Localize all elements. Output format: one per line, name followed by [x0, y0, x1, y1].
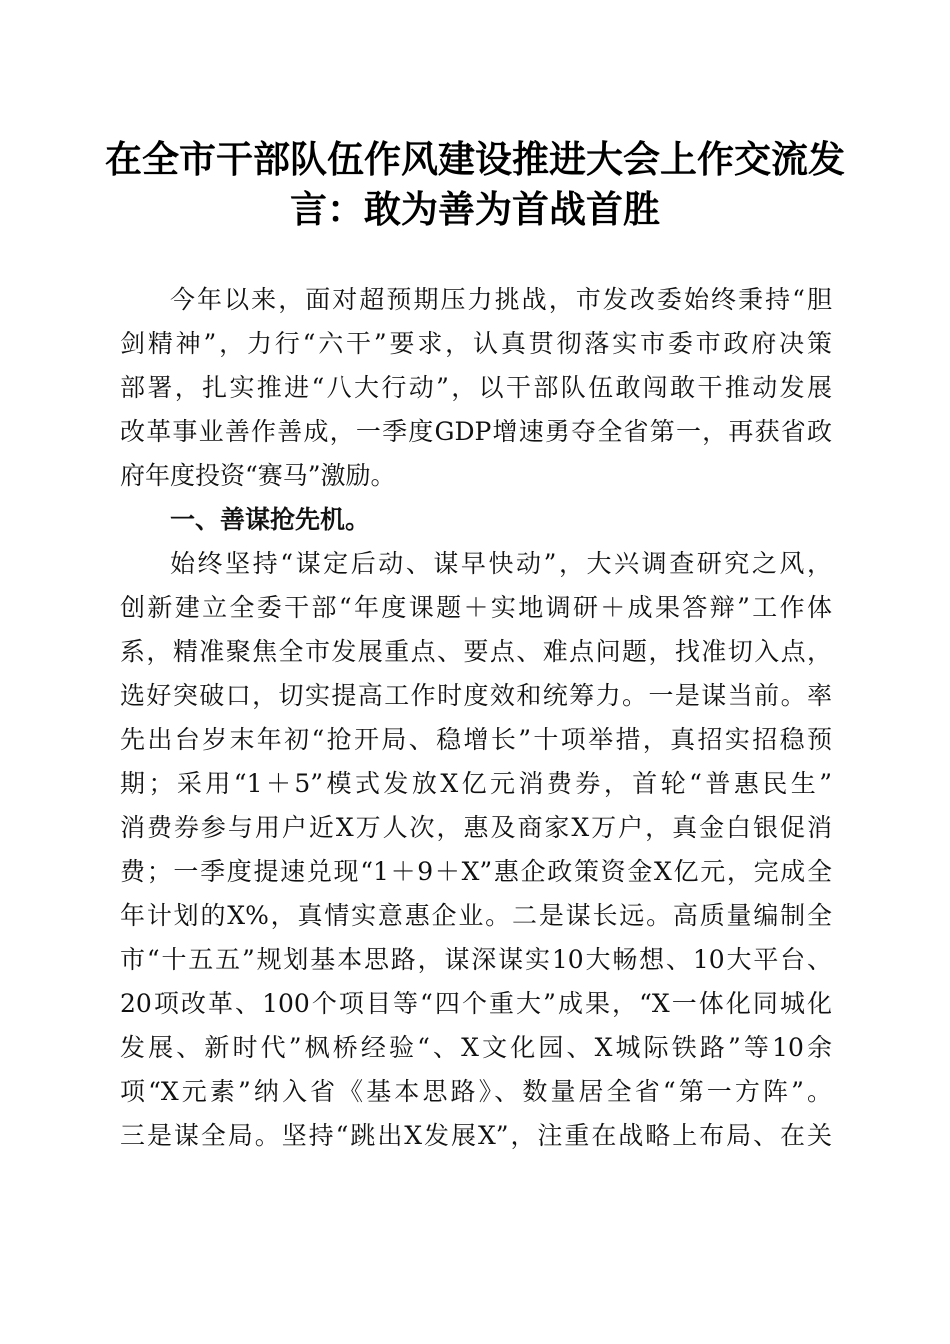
paragraph-line: 始终坚持“谋定后动、谋早快动”，大兴调查研究之风，: [170, 549, 832, 578]
paragraph-line: 期；采用“1＋5”模式发放X亿元消费券，首轮“普惠民生”: [120, 769, 832, 798]
paragraph-line: 年计划的X%，真情实意惠企业。二是谋长远。高质量编制全: [120, 901, 832, 930]
paragraph-line: 创新建立全委干部“年度课题＋实地调研＋成果答辩”工作体: [120, 593, 832, 622]
title-line-2: 言：敢为善为首战首胜: [290, 187, 660, 231]
paragraph-line: 选好突破口，切实提高工作时度效和统筹力。一是谋当前。率: [120, 681, 832, 710]
paragraph-line: 消费券参与用户近X万人次，惠及商家X万户，真金白银促消: [120, 813, 832, 842]
paragraph-line: 三是谋全局。坚持“跳出X发展X”，注重在战略上布局、在关: [120, 1121, 832, 1150]
paragraph-line: 系，精准聚焦全市发展重点、要点、难点问题，找准切入点，: [120, 637, 832, 666]
paragraph-line: 改革事业善作善成，一季度GDP增速勇夺全省第一，再获省政: [120, 417, 832, 446]
paragraph-line: 先出台岁末年初“抢开局、稳增长”十项举措，真招实招稳预: [120, 725, 832, 754]
paragraph-line: 剑精神”，力行“六干”要求，认真贯彻落实市委市政府决策: [120, 329, 832, 358]
paragraph-line: 项“X元素”纳入省《基本思路》、数量居全省“第一方阵”。: [120, 1077, 832, 1106]
paragraph-line: 部署，扎实推进“八大行动”，以干部队伍敢闯敢干推动发展: [120, 373, 832, 402]
title-line-1: 在全市干部队伍作风建设推进大会上作交流发: [105, 137, 845, 181]
paragraph-line: 发展、新时代”枫桥经验“、X文化园、X城际铁路”等10余: [120, 1033, 832, 1062]
paragraph-line: 市“十五五”规划基本思路，谋深谋实10大畅想、10大平台、: [120, 945, 832, 974]
paragraph-line: 20项改革、100个项目等“四个重大”成果，“X一体化同城化: [120, 989, 832, 1018]
paragraph-line: 费；一季度提速兑现“1＋9＋X”惠企政策资金X亿元，完成全: [120, 857, 832, 886]
section-heading: 一、善谋抢先机。: [170, 505, 371, 534]
paragraph-line: 府年度投资“赛马”激励。: [120, 461, 396, 490]
document-title: [100, 134, 850, 234]
paragraph-line: 今年以来，面对超预期压力挑战，市发改委始终秉持“胆: [170, 285, 832, 314]
